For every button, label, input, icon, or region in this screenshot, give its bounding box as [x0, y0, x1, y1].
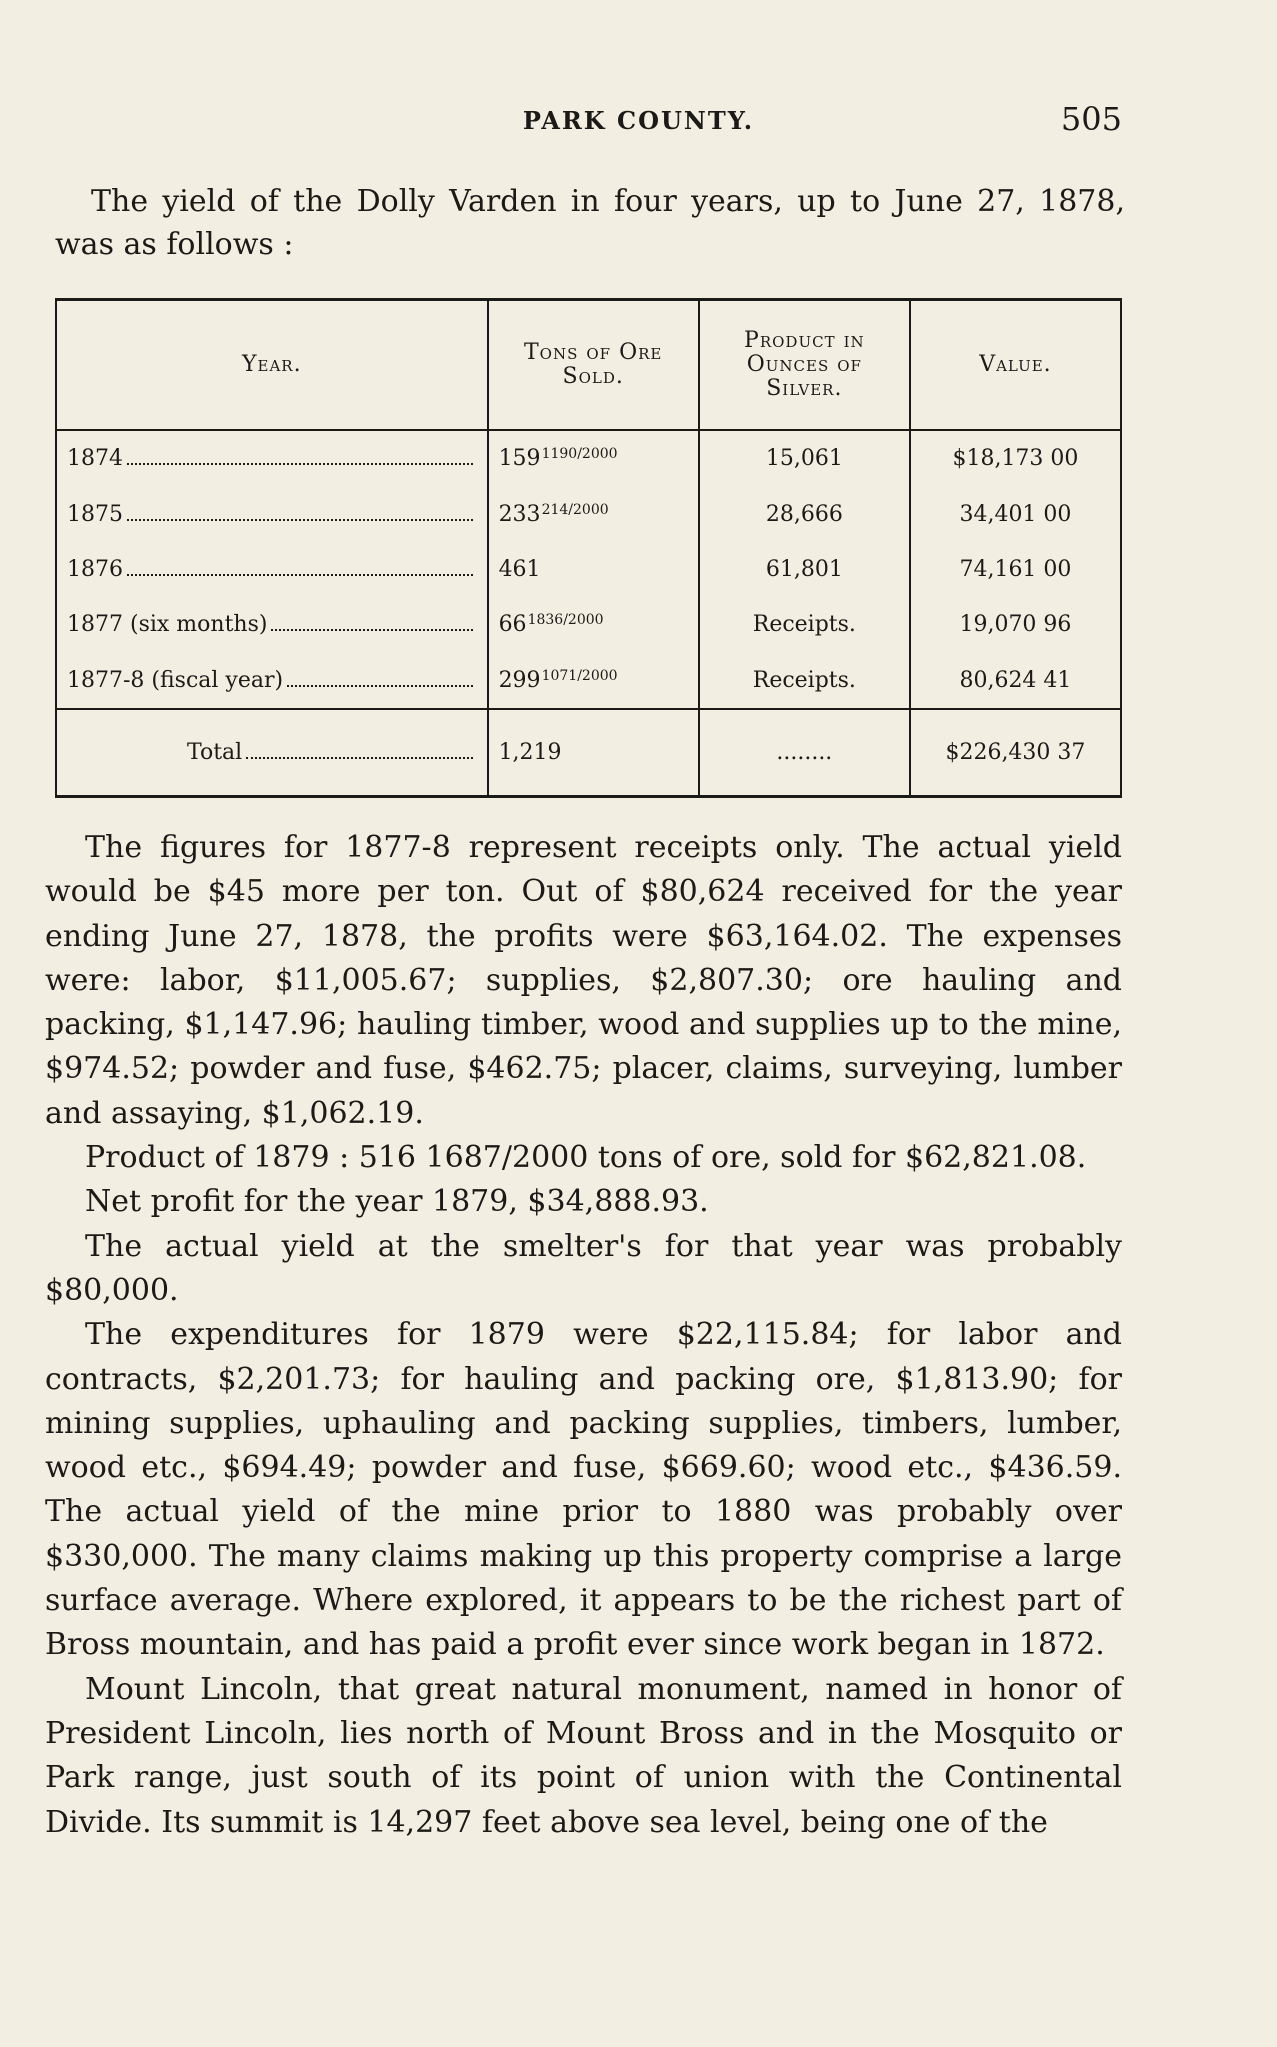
row-product: 15,061	[699, 430, 910, 486]
paragraph-net-profit: Net profit for the year 1879, $34,888.93.	[85, 1184, 709, 1220]
column-header-year: Year.	[56, 300, 488, 431]
table-header-row	[56, 300, 1121, 431]
row-year: 1876	[67, 557, 123, 583]
total-product: ........	[699, 709, 910, 796]
row-value: 80,624 41	[910, 653, 1121, 709]
row-product: 61,801	[699, 542, 910, 597]
running-title: PARK COUNTY.	[522, 106, 755, 135]
total-row	[56, 709, 1121, 796]
column-header-value: Value.	[910, 300, 1121, 431]
running-head	[0, 100, 1277, 140]
row-year: 1874	[67, 446, 123, 472]
paragraph-receipts: The figures for 1877-8 represent receipts only. The actual yield would be $45 more per ton. Out of $80,624 received for the year ending June 27, 1878, the profits were $63,164.02. The expenses were: labor, $11,005.67; supplies, $2,807.30; ore hauling and packing, $1,147.96; hauling timber, wood and supplies up to the mine, $974.52; powder and fuse, $462.75; placer, claims, surveying, lumber and assaying, $1,062.19.	[45, 830, 1122, 1131]
row-product: 28,666	[699, 486, 910, 541]
row-tons: 233	[498, 501, 541, 527]
paragraph-expenditures: The expenditures for 1879 were $22,115.84; for labor and contracts, $2,201.73; for hauling and packing ore, $1,813.90; for mining supplies, uphauling and packing supplies, timbers, lumber, wood etc., $694.49; powder and fuse, $669.60; wood etc., $436.59. The actual yield of the mine prior to 1880 was probably over $330,000. The many claims making up this property comprise a large surface average. Where explored, it appears to be the richest part of Bross mountain, and has paid a profit ever since work began in 1872.	[45, 1317, 1122, 1663]
row-tons: 461	[498, 557, 541, 583]
page-number: 505	[1060, 100, 1122, 138]
total-value: $226,430 37	[910, 709, 1121, 796]
row-year: 1877 (six months)	[67, 612, 268, 638]
table-row	[56, 597, 1121, 652]
row-tons: 159	[498, 446, 541, 472]
row-tons-fraction: 1071/2000	[541, 667, 618, 684]
row-year: 1877-8 (fiscal year)	[67, 667, 284, 693]
paragraph-mount-lincoln: Mount Lincoln, that great natural monument, named in honor of President Lincoln, lies north of Mount Bross and in the Mosquito or Park range, just south of its point of union with the Continental Divide. Its summit is 14,297 feet above sea level, being one of the	[45, 1671, 1122, 1840]
body-text	[45, 826, 1122, 1845]
table-row	[56, 542, 1121, 597]
table-row	[56, 486, 1121, 541]
yield-table	[55, 298, 1122, 798]
column-header-tons: Tons of Ore Sold.	[488, 300, 699, 431]
intro-text: The yield of the Dolly Varden in four years, up to June 27, 1878, was as follows :	[55, 184, 1125, 262]
column-header-product: Product in Ounces of Silver.	[699, 300, 910, 431]
row-tons-fraction: 1190/2000	[541, 446, 618, 463]
row-value: 74,161 00	[910, 542, 1121, 597]
paragraph-actual-yield: The actual yield at the smelter's for that year was probably $80,000.	[45, 1228, 1122, 1308]
row-tons-fraction: 214/2000	[541, 501, 609, 518]
row-value: 34,401 00	[910, 486, 1121, 541]
table-row	[56, 430, 1121, 486]
row-value: 19,070 96	[910, 597, 1121, 652]
row-tons: 299	[498, 667, 541, 693]
row-product: Receipts.	[699, 597, 910, 652]
paragraph-product-1879: Product of 1879 : 516 1687/2000 tons of ore, sold for $62,821.08.	[85, 1140, 1087, 1176]
row-year: 1875	[67, 501, 123, 527]
intro-paragraph	[55, 180, 1125, 266]
row-product: Receipts.	[699, 653, 910, 709]
row-tons-fraction: 1836/2000	[527, 612, 604, 629]
row-value: $18,173 00	[910, 430, 1121, 486]
total-tons: 1,219	[488, 709, 699, 796]
total-label: Total	[187, 740, 243, 766]
row-tons: 66	[498, 612, 527, 638]
table-row	[56, 653, 1121, 709]
